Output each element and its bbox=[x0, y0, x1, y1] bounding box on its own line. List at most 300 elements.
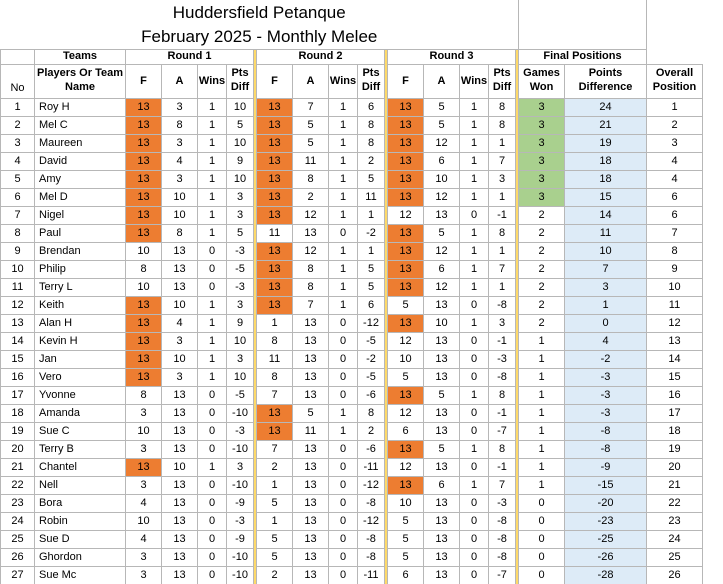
games-won[interactable]: 1 bbox=[519, 386, 565, 404]
r1-against[interactable]: 10 bbox=[162, 296, 198, 314]
r2-wins[interactable]: 1 bbox=[329, 116, 358, 134]
r2-wins[interactable]: 0 bbox=[329, 458, 358, 476]
r3-wins[interactable]: 1 bbox=[460, 260, 489, 278]
r1-pts-diff[interactable]: 5 bbox=[227, 116, 254, 134]
r1-pts-diff[interactable]: 3 bbox=[227, 206, 254, 224]
points-difference[interactable]: 4 bbox=[565, 332, 647, 350]
r1-against[interactable]: 4 bbox=[162, 152, 198, 170]
r3-wins[interactable]: 0 bbox=[460, 296, 489, 314]
r2-against[interactable]: 12 bbox=[293, 242, 329, 260]
games-won[interactable]: 0 bbox=[519, 512, 565, 530]
overall-position[interactable]: 26 bbox=[647, 566, 703, 584]
r2-against[interactable]: 5 bbox=[293, 116, 329, 134]
r3-wins[interactable]: 1 bbox=[460, 224, 489, 242]
r1-against[interactable]: 13 bbox=[162, 404, 198, 422]
r2-against[interactable]: 8 bbox=[293, 260, 329, 278]
r3-wins[interactable]: 1 bbox=[460, 116, 489, 134]
overall-position[interactable]: 13 bbox=[647, 332, 703, 350]
r2-pts-diff[interactable]: -8 bbox=[358, 530, 385, 548]
r2-pts-diff[interactable]: 11 bbox=[358, 188, 385, 206]
overall-position[interactable]: 24 bbox=[647, 530, 703, 548]
r2-pts-diff[interactable]: -8 bbox=[358, 548, 385, 566]
player-name[interactable]: Kevin H bbox=[35, 332, 126, 350]
r1-against[interactable]: 10 bbox=[162, 206, 198, 224]
r1-for[interactable]: 13 bbox=[126, 458, 162, 476]
r2-against[interactable]: 13 bbox=[293, 440, 329, 458]
r3-against[interactable]: 13 bbox=[424, 494, 460, 512]
row-number[interactable]: 18 bbox=[1, 404, 35, 422]
row-number[interactable]: 20 bbox=[1, 440, 35, 458]
player-name[interactable]: Mel C bbox=[35, 116, 126, 134]
r2-wins[interactable]: 0 bbox=[329, 512, 358, 530]
r1-against[interactable]: 10 bbox=[162, 458, 198, 476]
r1-wins[interactable]: 0 bbox=[198, 242, 227, 260]
r3-pts-diff[interactable]: -8 bbox=[489, 368, 516, 386]
r2-for[interactable]: 5 bbox=[257, 530, 293, 548]
points-difference[interactable]: 0 bbox=[565, 314, 647, 332]
r1-pts-diff[interactable]: -10 bbox=[227, 566, 254, 584]
points-difference[interactable]: -9 bbox=[565, 458, 647, 476]
row-number[interactable]: 2 bbox=[1, 116, 35, 134]
r3-for[interactable]: 5 bbox=[388, 512, 424, 530]
r2-wins[interactable]: 0 bbox=[329, 566, 358, 584]
r2-for[interactable]: 1 bbox=[257, 476, 293, 494]
r3-pts-diff[interactable]: -1 bbox=[489, 206, 516, 224]
player-name[interactable]: Robin bbox=[35, 512, 126, 530]
points-difference[interactable]: 1 bbox=[565, 296, 647, 314]
r2-against[interactable]: 13 bbox=[293, 350, 329, 368]
r1-against[interactable]: 3 bbox=[162, 170, 198, 188]
points-difference[interactable]: -3 bbox=[565, 386, 647, 404]
points-difference[interactable]: 19 bbox=[565, 134, 647, 152]
r2-for[interactable]: 13 bbox=[257, 170, 293, 188]
r1-against[interactable]: 13 bbox=[162, 512, 198, 530]
r2-pts-diff[interactable]: -5 bbox=[358, 368, 385, 386]
r2-wins[interactable]: 1 bbox=[329, 188, 358, 206]
r1-wins[interactable]: 0 bbox=[198, 476, 227, 494]
points-difference[interactable]: -3 bbox=[565, 404, 647, 422]
row-number[interactable]: 3 bbox=[1, 134, 35, 152]
r1-against[interactable]: 10 bbox=[162, 350, 198, 368]
r1-pts-diff[interactable]: 10 bbox=[227, 368, 254, 386]
points-difference[interactable]: -26 bbox=[565, 548, 647, 566]
r2-for[interactable]: 13 bbox=[257, 296, 293, 314]
r1-pts-diff[interactable]: -3 bbox=[227, 242, 254, 260]
games-won[interactable]: 3 bbox=[519, 116, 565, 134]
player-name[interactable]: Philip bbox=[35, 260, 126, 278]
r2-wins[interactable]: 0 bbox=[329, 494, 358, 512]
r2-pts-diff[interactable]: 1 bbox=[358, 206, 385, 224]
row-number[interactable]: 4 bbox=[1, 152, 35, 170]
player-name[interactable]: Sue C bbox=[35, 422, 126, 440]
r1-against[interactable]: 13 bbox=[162, 386, 198, 404]
r1-against[interactable]: 10 bbox=[162, 188, 198, 206]
r1-pts-diff[interactable]: -5 bbox=[227, 386, 254, 404]
r2-against[interactable]: 13 bbox=[293, 224, 329, 242]
player-name[interactable]: Sue D bbox=[35, 530, 126, 548]
r3-wins[interactable]: 1 bbox=[460, 440, 489, 458]
r1-against[interactable]: 13 bbox=[162, 476, 198, 494]
r3-pts-diff[interactable]: 1 bbox=[489, 188, 516, 206]
row-number[interactable]: 11 bbox=[1, 278, 35, 296]
r2-pts-diff[interactable]: -12 bbox=[358, 512, 385, 530]
games-won[interactable]: 1 bbox=[519, 368, 565, 386]
r3-for[interactable]: 13 bbox=[388, 134, 424, 152]
player-name[interactable]: Amanda bbox=[35, 404, 126, 422]
r2-pts-diff[interactable]: -6 bbox=[358, 386, 385, 404]
r2-wins[interactable]: 1 bbox=[329, 278, 358, 296]
r1-against[interactable]: 13 bbox=[162, 422, 198, 440]
r3-for[interactable]: 5 bbox=[388, 548, 424, 566]
r3-pts-diff[interactable]: 8 bbox=[489, 98, 516, 116]
r1-pts-diff[interactable]: -9 bbox=[227, 530, 254, 548]
r3-wins[interactable]: 0 bbox=[460, 458, 489, 476]
row-number[interactable]: 25 bbox=[1, 530, 35, 548]
points-difference[interactable]: 14 bbox=[565, 206, 647, 224]
r1-for[interactable]: 8 bbox=[126, 260, 162, 278]
row-number[interactable]: 13 bbox=[1, 314, 35, 332]
player-name[interactable]: Vero bbox=[35, 368, 126, 386]
overall-position[interactable]: 20 bbox=[647, 458, 703, 476]
r2-pts-diff[interactable]: -11 bbox=[358, 458, 385, 476]
r1-for[interactable]: 3 bbox=[126, 404, 162, 422]
r2-wins[interactable]: 0 bbox=[329, 530, 358, 548]
r1-pts-diff[interactable]: 9 bbox=[227, 314, 254, 332]
r1-against[interactable]: 3 bbox=[162, 134, 198, 152]
overall-position[interactable]: 9 bbox=[647, 260, 703, 278]
r3-pts-diff[interactable]: -1 bbox=[489, 404, 516, 422]
r1-against[interactable]: 8 bbox=[162, 224, 198, 242]
games-won[interactable]: 3 bbox=[519, 152, 565, 170]
player-name[interactable]: Alan H bbox=[35, 314, 126, 332]
points-difference[interactable]: -23 bbox=[565, 512, 647, 530]
r2-against[interactable]: 13 bbox=[293, 530, 329, 548]
points-difference[interactable]: 11 bbox=[565, 224, 647, 242]
r3-against[interactable]: 12 bbox=[424, 278, 460, 296]
r1-wins[interactable]: 1 bbox=[198, 458, 227, 476]
r3-pts-diff[interactable]: -1 bbox=[489, 458, 516, 476]
r3-against[interactable]: 13 bbox=[424, 566, 460, 584]
r2-for[interactable]: 11 bbox=[257, 224, 293, 242]
points-difference[interactable]: 21 bbox=[565, 116, 647, 134]
overall-position[interactable]: 4 bbox=[647, 152, 703, 170]
r1-against[interactable]: 4 bbox=[162, 314, 198, 332]
r1-for[interactable]: 4 bbox=[126, 494, 162, 512]
r2-against[interactable]: 13 bbox=[293, 386, 329, 404]
r2-against[interactable]: 11 bbox=[293, 422, 329, 440]
player-name[interactable]: Yvonne bbox=[35, 386, 126, 404]
points-difference[interactable]: -20 bbox=[565, 494, 647, 512]
r2-wins[interactable]: 0 bbox=[329, 476, 358, 494]
r2-pts-diff[interactable]: 5 bbox=[358, 170, 385, 188]
r1-for[interactable]: 13 bbox=[126, 152, 162, 170]
r3-wins[interactable]: 0 bbox=[460, 422, 489, 440]
r2-for[interactable]: 1 bbox=[257, 512, 293, 530]
r2-for[interactable]: 13 bbox=[257, 242, 293, 260]
r3-against[interactable]: 13 bbox=[424, 350, 460, 368]
r1-against[interactable]: 13 bbox=[162, 260, 198, 278]
r3-against[interactable]: 13 bbox=[424, 422, 460, 440]
r1-for[interactable]: 3 bbox=[126, 548, 162, 566]
r1-wins[interactable]: 0 bbox=[198, 494, 227, 512]
r2-pts-diff[interactable]: -2 bbox=[358, 350, 385, 368]
r3-against[interactable]: 13 bbox=[424, 404, 460, 422]
r2-for[interactable]: 13 bbox=[257, 278, 293, 296]
r2-against[interactable]: 13 bbox=[293, 458, 329, 476]
r2-wins[interactable]: 1 bbox=[329, 134, 358, 152]
r1-wins[interactable]: 1 bbox=[198, 152, 227, 170]
games-won[interactable]: 3 bbox=[519, 170, 565, 188]
r2-against[interactable]: 13 bbox=[293, 548, 329, 566]
r3-for[interactable]: 12 bbox=[388, 206, 424, 224]
r3-against[interactable]: 12 bbox=[424, 188, 460, 206]
row-number[interactable]: 9 bbox=[1, 242, 35, 260]
r2-against[interactable]: 2 bbox=[293, 188, 329, 206]
r3-pts-diff[interactable]: 7 bbox=[489, 476, 516, 494]
r1-wins[interactable]: 0 bbox=[198, 440, 227, 458]
r3-wins[interactable]: 0 bbox=[460, 530, 489, 548]
games-won[interactable]: 1 bbox=[519, 422, 565, 440]
points-difference[interactable]: 18 bbox=[565, 170, 647, 188]
r1-against[interactable]: 3 bbox=[162, 98, 198, 116]
r3-against[interactable]: 5 bbox=[424, 224, 460, 242]
r2-wins[interactable]: 0 bbox=[329, 224, 358, 242]
r3-for[interactable]: 12 bbox=[388, 332, 424, 350]
r3-against[interactable]: 13 bbox=[424, 332, 460, 350]
overall-position[interactable]: 25 bbox=[647, 548, 703, 566]
r3-pts-diff[interactable]: -1 bbox=[489, 332, 516, 350]
overall-position[interactable]: 11 bbox=[647, 296, 703, 314]
r3-against[interactable]: 12 bbox=[424, 134, 460, 152]
overall-position[interactable]: 7 bbox=[647, 224, 703, 242]
r2-wins[interactable]: 1 bbox=[329, 170, 358, 188]
player-name[interactable]: Brendan bbox=[35, 242, 126, 260]
r3-for[interactable]: 13 bbox=[388, 314, 424, 332]
r3-pts-diff[interactable]: 8 bbox=[489, 116, 516, 134]
row-number[interactable]: 5 bbox=[1, 170, 35, 188]
r2-for[interactable]: 8 bbox=[257, 368, 293, 386]
player-name[interactable]: Maureen bbox=[35, 134, 126, 152]
r1-pts-diff[interactable]: -3 bbox=[227, 422, 254, 440]
r1-wins[interactable]: 0 bbox=[198, 530, 227, 548]
r2-pts-diff[interactable]: 1 bbox=[358, 242, 385, 260]
r3-for[interactable]: 6 bbox=[388, 566, 424, 584]
r3-pts-diff[interactable]: -3 bbox=[489, 350, 516, 368]
r3-pts-diff[interactable]: -8 bbox=[489, 548, 516, 566]
overall-position[interactable]: 15 bbox=[647, 368, 703, 386]
player-name[interactable]: Jan bbox=[35, 350, 126, 368]
r1-pts-diff[interactable]: -10 bbox=[227, 440, 254, 458]
overall-position[interactable]: 17 bbox=[647, 404, 703, 422]
r2-for[interactable]: 7 bbox=[257, 440, 293, 458]
row-number[interactable]: 1 bbox=[1, 98, 35, 116]
row-number[interactable]: 12 bbox=[1, 296, 35, 314]
r2-pts-diff[interactable]: 2 bbox=[358, 422, 385, 440]
r3-pts-diff[interactable]: -8 bbox=[489, 512, 516, 530]
r3-against[interactable]: 13 bbox=[424, 368, 460, 386]
r2-against[interactable]: 13 bbox=[293, 476, 329, 494]
overall-position[interactable]: 2 bbox=[647, 116, 703, 134]
points-difference[interactable]: 7 bbox=[565, 260, 647, 278]
player-name[interactable]: Paul bbox=[35, 224, 126, 242]
r2-against[interactable]: 12 bbox=[293, 206, 329, 224]
row-number[interactable]: 24 bbox=[1, 512, 35, 530]
points-difference[interactable]: 18 bbox=[565, 152, 647, 170]
r3-wins[interactable]: 1 bbox=[460, 98, 489, 116]
overall-position[interactable]: 4 bbox=[647, 170, 703, 188]
row-number[interactable]: 27 bbox=[1, 566, 35, 584]
r2-wins[interactable]: 0 bbox=[329, 314, 358, 332]
row-number[interactable]: 8 bbox=[1, 224, 35, 242]
r2-against[interactable]: 13 bbox=[293, 368, 329, 386]
r1-against[interactable]: 13 bbox=[162, 494, 198, 512]
r3-against[interactable]: 5 bbox=[424, 98, 460, 116]
r3-pts-diff[interactable]: 1 bbox=[489, 134, 516, 152]
r3-wins[interactable]: 0 bbox=[460, 206, 489, 224]
r1-wins[interactable]: 0 bbox=[198, 386, 227, 404]
r1-for[interactable]: 13 bbox=[126, 296, 162, 314]
r3-for[interactable]: 13 bbox=[388, 224, 424, 242]
games-won[interactable]: 2 bbox=[519, 278, 565, 296]
points-difference[interactable]: 10 bbox=[565, 242, 647, 260]
r3-for[interactable]: 13 bbox=[388, 476, 424, 494]
r2-for[interactable]: 1 bbox=[257, 314, 293, 332]
r1-pts-diff[interactable]: 3 bbox=[227, 296, 254, 314]
row-number[interactable]: 15 bbox=[1, 350, 35, 368]
r3-wins[interactable]: 1 bbox=[460, 134, 489, 152]
r3-for[interactable]: 13 bbox=[388, 170, 424, 188]
r2-against[interactable]: 13 bbox=[293, 314, 329, 332]
r1-for[interactable]: 13 bbox=[126, 224, 162, 242]
r3-wins[interactable]: 0 bbox=[460, 368, 489, 386]
r1-for[interactable]: 3 bbox=[126, 476, 162, 494]
r3-wins[interactable]: 0 bbox=[460, 566, 489, 584]
r1-pts-diff[interactable]: 3 bbox=[227, 350, 254, 368]
r1-against[interactable]: 3 bbox=[162, 368, 198, 386]
r1-for[interactable]: 3 bbox=[126, 566, 162, 584]
r2-wins[interactable]: 0 bbox=[329, 440, 358, 458]
r3-wins[interactable]: 1 bbox=[460, 170, 489, 188]
r3-pts-diff[interactable]: 1 bbox=[489, 278, 516, 296]
r1-wins[interactable]: 1 bbox=[198, 170, 227, 188]
player-name[interactable]: David bbox=[35, 152, 126, 170]
r3-pts-diff[interactable]: 7 bbox=[489, 152, 516, 170]
r1-pts-diff[interactable]: -3 bbox=[227, 512, 254, 530]
r2-pts-diff[interactable]: 2 bbox=[358, 152, 385, 170]
player-name[interactable]: Amy bbox=[35, 170, 126, 188]
r1-wins[interactable]: 0 bbox=[198, 548, 227, 566]
r1-pts-diff[interactable]: 10 bbox=[227, 170, 254, 188]
r3-wins[interactable]: 0 bbox=[460, 512, 489, 530]
r3-pts-diff[interactable]: -3 bbox=[489, 494, 516, 512]
r2-wins[interactable]: 0 bbox=[329, 350, 358, 368]
r3-for[interactable]: 5 bbox=[388, 368, 424, 386]
r3-wins[interactable]: 1 bbox=[460, 152, 489, 170]
r2-against[interactable]: 13 bbox=[293, 512, 329, 530]
games-won[interactable]: 0 bbox=[519, 530, 565, 548]
r1-against[interactable]: 13 bbox=[162, 440, 198, 458]
r2-for[interactable]: 2 bbox=[257, 566, 293, 584]
row-number[interactable]: 10 bbox=[1, 260, 35, 278]
r3-against[interactable]: 10 bbox=[424, 170, 460, 188]
r3-wins[interactable]: 1 bbox=[460, 242, 489, 260]
games-won[interactable]: 1 bbox=[519, 458, 565, 476]
r3-wins[interactable]: 1 bbox=[460, 386, 489, 404]
r1-wins[interactable]: 0 bbox=[198, 566, 227, 584]
r1-pts-diff[interactable]: -3 bbox=[227, 278, 254, 296]
r3-wins[interactable]: 0 bbox=[460, 494, 489, 512]
overall-position[interactable]: 6 bbox=[647, 188, 703, 206]
r1-wins[interactable]: 0 bbox=[198, 404, 227, 422]
player-name[interactable]: Ghordon bbox=[35, 548, 126, 566]
r3-for[interactable]: 13 bbox=[388, 152, 424, 170]
games-won[interactable]: 3 bbox=[519, 188, 565, 206]
r3-pts-diff[interactable]: 3 bbox=[489, 170, 516, 188]
r2-pts-diff[interactable]: 8 bbox=[358, 134, 385, 152]
overall-position[interactable]: 21 bbox=[647, 476, 703, 494]
row-number[interactable]: 19 bbox=[1, 422, 35, 440]
r3-for[interactable]: 10 bbox=[388, 494, 424, 512]
player-name[interactable]: Sue Mc bbox=[35, 566, 126, 584]
r1-wins[interactable]: 1 bbox=[198, 368, 227, 386]
games-won[interactable]: 1 bbox=[519, 332, 565, 350]
r1-wins[interactable]: 0 bbox=[198, 512, 227, 530]
r3-against[interactable]: 13 bbox=[424, 296, 460, 314]
r2-wins[interactable]: 0 bbox=[329, 386, 358, 404]
r1-wins[interactable]: 1 bbox=[198, 206, 227, 224]
r2-pts-diff[interactable]: -5 bbox=[358, 332, 385, 350]
r1-wins[interactable]: 1 bbox=[198, 98, 227, 116]
player-name[interactable]: Keith bbox=[35, 296, 126, 314]
r2-against[interactable]: 8 bbox=[293, 278, 329, 296]
overall-position[interactable]: 18 bbox=[647, 422, 703, 440]
r3-for[interactable]: 13 bbox=[388, 98, 424, 116]
r1-for[interactable]: 13 bbox=[126, 368, 162, 386]
r1-for[interactable]: 8 bbox=[126, 386, 162, 404]
points-difference[interactable]: -3 bbox=[565, 368, 647, 386]
r3-wins[interactable]: 0 bbox=[460, 548, 489, 566]
r2-wins[interactable]: 1 bbox=[329, 422, 358, 440]
overall-position[interactable]: 23 bbox=[647, 512, 703, 530]
r2-pts-diff[interactable]: -6 bbox=[358, 440, 385, 458]
games-won[interactable]: 0 bbox=[519, 494, 565, 512]
r1-for[interactable]: 13 bbox=[126, 188, 162, 206]
r1-for[interactable]: 4 bbox=[126, 530, 162, 548]
overall-position[interactable]: 10 bbox=[647, 278, 703, 296]
r2-wins[interactable]: 1 bbox=[329, 152, 358, 170]
r3-pts-diff[interactable]: -8 bbox=[489, 530, 516, 548]
r3-against[interactable]: 5 bbox=[424, 440, 460, 458]
games-won[interactable]: 2 bbox=[519, 224, 565, 242]
r1-against[interactable]: 8 bbox=[162, 116, 198, 134]
r3-pts-diff[interactable]: 1 bbox=[489, 242, 516, 260]
r2-pts-diff[interactable]: 5 bbox=[358, 260, 385, 278]
r3-against[interactable]: 13 bbox=[424, 458, 460, 476]
r3-for[interactable]: 10 bbox=[388, 350, 424, 368]
games-won[interactable]: 3 bbox=[519, 134, 565, 152]
row-number[interactable]: 23 bbox=[1, 494, 35, 512]
r1-pts-diff[interactable]: 10 bbox=[227, 332, 254, 350]
r2-for[interactable]: 13 bbox=[257, 116, 293, 134]
games-won[interactable]: 3 bbox=[519, 98, 565, 116]
r1-against[interactable]: 13 bbox=[162, 566, 198, 584]
r2-for[interactable]: 2 bbox=[257, 458, 293, 476]
r1-for[interactable]: 13 bbox=[126, 170, 162, 188]
points-difference[interactable]: -8 bbox=[565, 422, 647, 440]
r2-for[interactable]: 13 bbox=[257, 188, 293, 206]
r2-pts-diff[interactable]: -12 bbox=[358, 476, 385, 494]
r3-pts-diff[interactable]: -7 bbox=[489, 566, 516, 584]
